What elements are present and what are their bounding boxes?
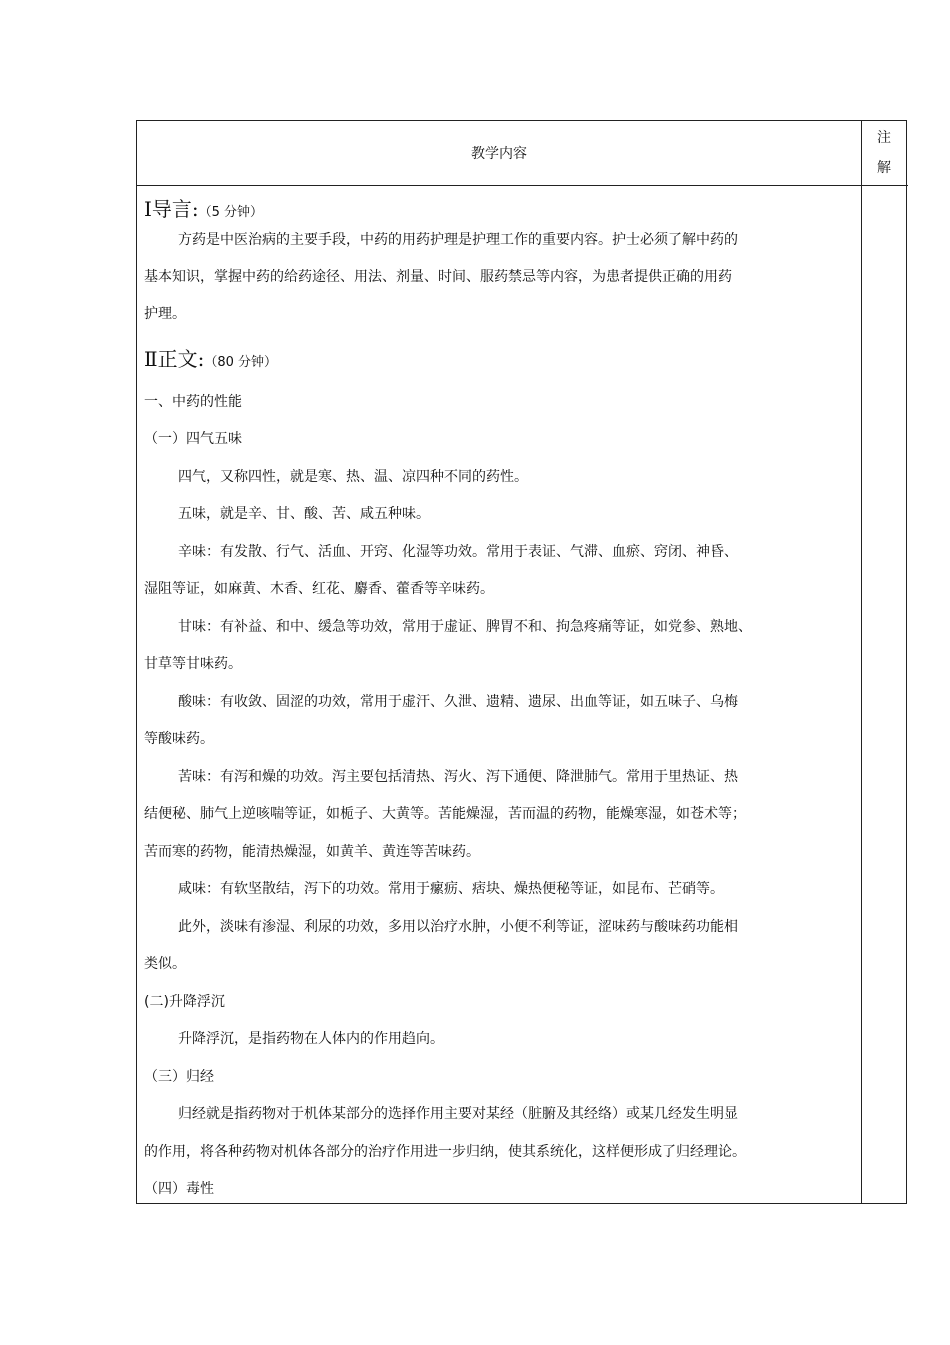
paragraph-line: 酸味：有收敛、固涩的功效，常用于虚汗、久泄、遗精、遗尿、出血等证，如五味子、乌梅	[178, 694, 738, 710]
intro-heading	[144, 193, 263, 222]
paragraph-line: 归经就是指药物对于机体某部分的选择作用主要对某经（脏腑及其经络）或某几经发生明显	[178, 1106, 738, 1122]
intro-time: （5 分钟）	[198, 205, 264, 220]
paragraph-line: 结便秘、肺气上逆咳喘等证，如栀子、大黄等。苦能燥湿，苦而温的药物，能燥寒湿，如苍术等；	[144, 806, 746, 822]
body-heading	[144, 343, 277, 372]
paragraph-line: 苦而寒的药物，能清热燥湿，如黄羊、黄连等苦味药。	[144, 844, 480, 860]
intro-line-3: 护理。	[144, 306, 186, 322]
paragraph-line: 咸味：有软坚散结，泻下的功效。常用于瘰疬、痞块、燥热便秘等证，如昆布、芒硝等。	[178, 881, 724, 897]
paragraph-line: 等酸味药。	[144, 731, 214, 747]
paragraph-line: 辛味：有发散、行气、活血、开窍、化湿等功效。常用于表证、气滞、血瘀、窍闭、神昏、	[178, 544, 738, 560]
paragraph-line: 类似。	[144, 956, 186, 972]
column-divider	[861, 121, 862, 1203]
lesson-table	[136, 120, 907, 1204]
table-header-note	[861, 121, 907, 185]
intro-title: Ⅰ导言:	[144, 197, 199, 221]
table-header-content	[137, 121, 861, 185]
subsection-2-heading: (二)升降浮沉	[144, 994, 225, 1010]
header-label: 教学内容	[471, 146, 527, 162]
body-title: Ⅱ正文:	[144, 347, 205, 371]
subsection-1-heading: （一）四气五味	[144, 431, 242, 447]
note-char-2: 解	[877, 160, 891, 176]
subsection-3-heading: （三）归经	[144, 1069, 214, 1085]
paragraph-line: 甘草等甘味药。	[144, 656, 242, 672]
intro-line-2: 基本知识，掌握中药的给药途径、用法、剂量、时间、服药禁忌等内容，为患者提供正确的用药	[144, 269, 732, 285]
paragraph-line: 此外，淡味有渗湿、利尿的功效，多用以治疗水肿，小便不利等证，涩味药与酸味药功能相	[178, 919, 738, 935]
section-1-heading: 一、中药的性能	[144, 394, 242, 410]
paragraph-line: 甘味：有补益、和中、缓急等功效，常用于虚证、脾胃不和、拘急疼痛等证，如党参、熟地、	[178, 619, 752, 635]
paragraph-line: 升降浮沉，是指药物在人体内的作用趋向。	[178, 1031, 444, 1047]
paragraph-line: 四气，又称四性，就是寒、热、温、凉四种不同的药性。	[178, 469, 528, 485]
paragraph-line: 湿阻等证，如麻黄、木香、红花、麝香、藿香等辛味药。	[144, 581, 494, 597]
paragraph-line: 五味，就是辛、甘、酸、苦、咸五种味。	[178, 506, 430, 522]
paragraph-line: 的作用，将各种药物对机体各部分的治疗作用进一步归纳，使其系统化，这样便形成了归经理论。	[144, 1144, 746, 1160]
body-time: （80 分钟）	[204, 355, 278, 370]
note-char-1: 注	[877, 130, 891, 146]
paragraph-line: 苦味：有泻和燥的功效。泻主要包括清热、泻火、泻下通便、降泄肺气。常用于里热证、热	[178, 769, 738, 785]
subsection-4-heading: （四）毒性	[144, 1181, 214, 1197]
intro-line-1: 方药是中医治病的主要手段，中药的用药护理是护理工作的重要内容。护士必须了解中药的	[178, 232, 738, 248]
header-divider	[137, 185, 861, 186]
note-header-divider	[861, 185, 908, 186]
